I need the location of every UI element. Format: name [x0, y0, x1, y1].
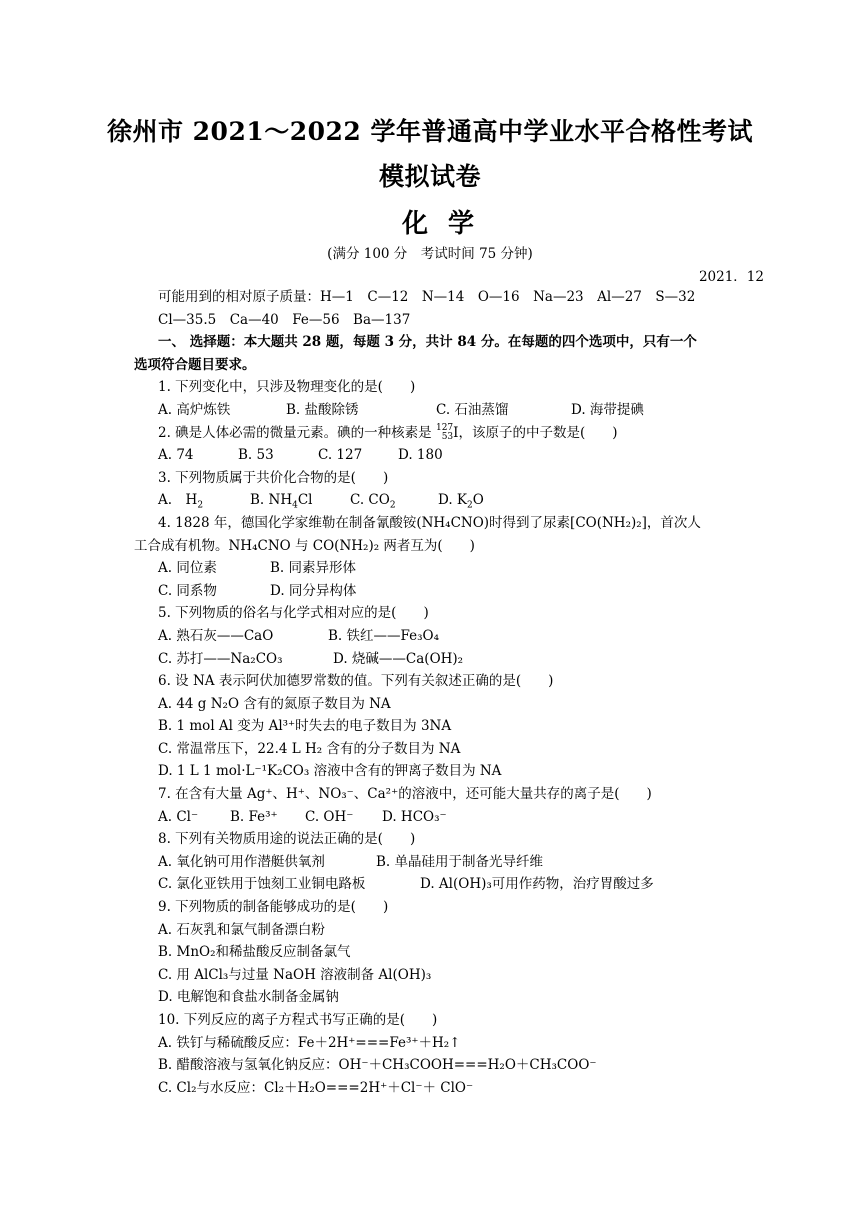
- option: A. 同位素: [158, 560, 217, 577]
- question-options: [158, 580, 748, 603]
- option: C. 氯化亚铁用于蚀刻工业铜电路板: [158, 876, 366, 893]
- exam-content: [134, 286, 748, 1099]
- option: A. 高炉炼铁: [158, 401, 231, 418]
- question-options: [158, 625, 748, 648]
- section-heading-cont: 选项符合题目要求。: [134, 356, 256, 373]
- option: A. $H_2$: [158, 492, 204, 512]
- option: D. 180: [398, 447, 443, 464]
- option: A. 熟石灰——CaO: [158, 627, 274, 644]
- question-option: A. 44 g N₂O 含有的氮原子数目为 NA: [158, 695, 391, 712]
- question-option: C. 用 AlCl₃与过量 NaOH 溶液制备 Al(OH)₃: [158, 966, 432, 983]
- question-options: [158, 648, 748, 671]
- subject-title: 化学: [401, 209, 494, 239]
- atomic-masses-line: 可能用到的相对原子质量：H—1 C—12 N—14 O—16 Na—23 Al—27 S—32: [158, 289, 696, 305]
- question-stem: [158, 422, 748, 445]
- question-options: [158, 873, 748, 896]
- exam-meta: (满分 100 分 考试时间 75 分钟): [327, 246, 533, 262]
- question-option: C. 常温常压下，22.4 L H₂ 含有的分子数目为 NA: [158, 740, 461, 757]
- option: D. 烧碱——Ca(OH)₂: [333, 650, 464, 667]
- nuclide-notation: [436, 424, 453, 442]
- stem-text: 2. 碘是人体必需的微量元素。碘的一种核素是: [158, 424, 436, 441]
- option: B. 同素异形体: [270, 560, 357, 577]
- option: D. $K_2O$: [438, 492, 484, 512]
- question-option: C. Cl₂与水反应：Cl₂＋H₂O===2H⁺＋Cl⁻＋ ClO⁻: [158, 1079, 474, 1096]
- option: B. $NH_4Cl$: [250, 492, 313, 512]
- option: D. 同分异构体: [270, 582, 357, 599]
- question-stem: 6. 设 NA 表示阿伏加德罗常数的值。下列有关叙述正确的是( ): [158, 673, 554, 690]
- question-options: [158, 557, 748, 580]
- question-option: B. 醋酸溶液与氢氧化钠反应：OH⁻＋CH₃COOH===H₂O＋CH₃COO⁻: [158, 1057, 597, 1074]
- option: D. 海带提碘: [571, 401, 644, 418]
- question-options: [158, 851, 748, 874]
- question-stem: 3. 下列物质属于共价化合物的是( ): [158, 469, 389, 486]
- question-stem: 8. 下列有关物质用途的说法正确的是( ): [158, 831, 416, 848]
- mass-number: 127: [435, 423, 454, 434]
- option: A. 74: [158, 447, 194, 464]
- section-heading: 一、 选择题：本大题共 28 题，每题 3 分，共计 84 分。在每题的四个选项中，只有一个: [158, 334, 697, 351]
- option: B. Fe³⁺: [230, 808, 278, 825]
- option: B. 53: [238, 447, 274, 464]
- stem-text: ，该原子的中子数是( ): [458, 424, 618, 441]
- question-stem: 10. 下列反应的离子方程式书写正确的是( ): [158, 1012, 438, 1028]
- question-option: D. 1 L 1 mol·L⁻¹K₂CO₃ 溶液中含有的钾离子数目为 NA: [158, 763, 502, 780]
- option: C. 同系物: [158, 582, 217, 599]
- exam-date: 2021．12: [698, 269, 764, 285]
- exam-subtitle: 模拟试卷: [378, 162, 481, 191]
- question-options: [158, 444, 748, 467]
- question-stem: 9. 下列物质的制备能够成功的是( ): [158, 899, 389, 916]
- atomic-number: 53: [441, 432, 454, 443]
- exam-title: 徐州市 2021～2022 学年普通高中学业水平合格性考试: [106, 117, 754, 146]
- question-stem: 4. 1828 年，德国化学家维勒在制备氰酸铵(NH₄CNO)时得到了尿素[CO(NH₂)₂]，首次人: [158, 514, 701, 531]
- question-stem: 7. 在含有大量 Ag⁺、H⁺、NO₃⁻、Ca²⁺的溶液中，还可能大量共存的离子是( ): [158, 786, 652, 803]
- atomic-masses-line: Cl—35.5 Ca—40 Fe—56 Ba—137: [158, 311, 411, 328]
- option: B. 单晶硅用于制备光导纤维: [376, 853, 544, 870]
- option: C. 石油蒸馏: [436, 401, 509, 418]
- question-stem: 5. 下列物质的俗名与化学式相对应的是( ): [158, 605, 429, 622]
- option: C. 苏打——Na₂CO₃: [158, 650, 283, 667]
- question-options: [158, 489, 748, 512]
- option: A. Cl⁻: [158, 808, 199, 825]
- option: B. 铁红——Fe₃O₄: [328, 627, 440, 644]
- question-options: [158, 806, 748, 829]
- question-option: B. MnO₂和稀盐酸反应制备氯气: [158, 944, 351, 961]
- question-option: A. 石灰乳和氯气制备漂白粉: [158, 921, 325, 938]
- question-option: B. 1 mol Al 变为 Al³⁺时失去的电子数目为 3NA: [158, 718, 452, 735]
- nuclide-symbol: I: [453, 424, 459, 441]
- option: D. HCO₃⁻: [382, 808, 447, 825]
- option: A. 氧化钠可用作潜艇供氧剂: [158, 853, 325, 870]
- question-option: A. 铁钉与稀硫酸反应：Fe＋2H⁺===Fe³⁺＋H₂↑: [158, 1034, 461, 1051]
- question-options: [158, 399, 748, 422]
- option: C. $CO_2$: [350, 492, 396, 512]
- option: C. OH⁻: [305, 808, 354, 825]
- option: C. 127: [318, 447, 363, 464]
- question-stem-cont: 工合成有机物。NH₄CNO 与 CO(NH₂)₂ 两者互为( ): [134, 537, 475, 554]
- question-stem: 1. 下列变化中，只涉及物理变化的是( ): [158, 379, 416, 396]
- option: D. Al(OH)₃可用作药物，治疗胃酸过多: [420, 876, 654, 893]
- question-option: D. 电解饱和食盐水制备金属钠: [158, 989, 339, 1006]
- option: B. 盐酸除锈: [286, 401, 359, 418]
